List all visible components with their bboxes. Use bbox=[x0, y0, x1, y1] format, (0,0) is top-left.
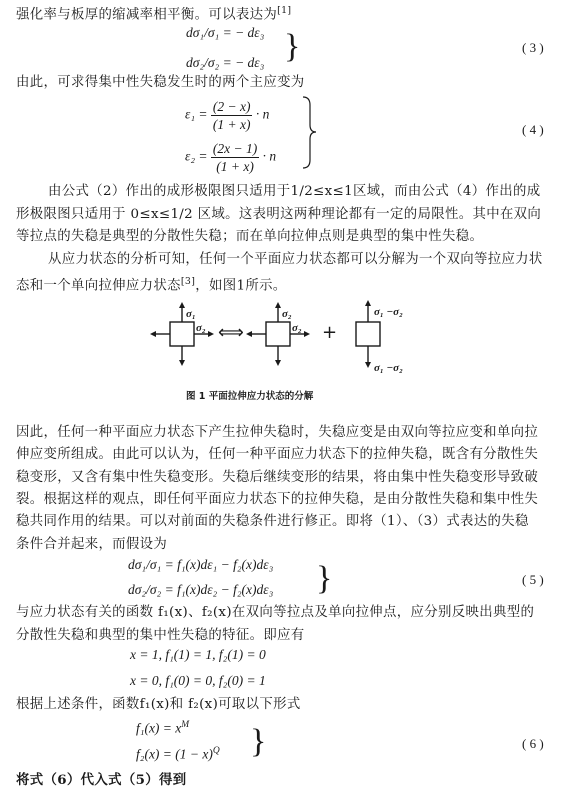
condition-line: x = 0, f₁(0) = 0, f₂(0) = 1 bbox=[130, 673, 266, 688]
text-line: 稳共同作用的结果。可以对前面的失稳条件进行修正。即将（1）、（3）式表达的失稳 bbox=[16, 514, 529, 529]
text-line-content: 态和一个单向拉伸应力状态 bbox=[16, 278, 181, 294]
figure-label: σ₂ bbox=[292, 322, 302, 334]
equation-6a bbox=[136, 720, 189, 737]
text-line: 伸应变所组成。由此可以认为，任何一种平面应力状态下的拉伸失稳，既含有分散性失 bbox=[16, 447, 539, 462]
equation-5b: dσ₂/σ₂ = f₁(x)dε₂ − f₂(x)dε₃ bbox=[128, 582, 274, 597]
text-line: 分散性失稳和典型的集中性失稳的特征。即应有 bbox=[16, 628, 305, 643]
brace bbox=[300, 95, 320, 170]
exponent: Q bbox=[212, 746, 220, 756]
text-line: 与应力状态有关的函数 f₁(x)、f₂(x)在双向等拉点及单向拉伸点，应分别反映出典型的 bbox=[16, 605, 535, 620]
text-line: 由此，可求得集中性失稳发生时的两个主应变为 bbox=[16, 75, 305, 90]
figure-label: σ₂ bbox=[196, 322, 206, 334]
equation-number: ( 5 ) bbox=[522, 572, 544, 587]
denominator: (1 + x) bbox=[211, 157, 259, 175]
figure-label: σ₁ −σ₂ bbox=[374, 362, 403, 374]
text-line bbox=[16, 272, 287, 296]
text-line: 条件合并起来，而假设为 bbox=[16, 537, 168, 552]
element-square bbox=[356, 322, 380, 346]
figure-label: σ₂ bbox=[282, 308, 292, 320]
element-square bbox=[170, 322, 194, 346]
plus-sign: + bbox=[322, 322, 338, 343]
brace: } bbox=[250, 723, 267, 760]
text-line: 形极限图只适用于 0≤x≤1/2 区域。这表明这两种理论都有一定的局限性。其中在双向 bbox=[16, 207, 542, 222]
figure-label: σ₁ −σ₂ bbox=[374, 306, 403, 318]
text-line-content: 强化率与板厚的缩减率相平衡。可以表达为 bbox=[16, 7, 278, 23]
equation-4a bbox=[185, 98, 269, 133]
condition-line: x = 1, f₁(1) = 1, f₂(1) = 0 bbox=[130, 647, 266, 662]
element-square bbox=[266, 322, 290, 346]
equation-3a: dσ₁/σ₁ = − dε₃ bbox=[186, 25, 265, 40]
equation-6b bbox=[136, 746, 220, 763]
exponent: M bbox=[181, 720, 190, 730]
figure-caption: 图 1 平面拉伸应力状态的分解 bbox=[186, 391, 314, 402]
eq-body: f₁(x) = x bbox=[136, 720, 182, 736]
text-line: 等拉点的失稳是典型的分散性失稳；而在单向拉伸点则是典型的集中性失稳。 bbox=[16, 229, 484, 244]
fraction bbox=[211, 98, 253, 133]
text-line: 从应力状态的分析可知，任何一个平面应力状态都可以分解为一个双向等拉应力状 bbox=[48, 252, 543, 267]
text-line: 稳变形，又含有集中性失稳变形。失稳后继续变形的结果，将由集中性失稳变形导致破 bbox=[16, 470, 539, 485]
text-line: 根据上述条件，函数f₁(x)和 f₂(x)可取以下形式 bbox=[16, 697, 301, 712]
text-line-content: ，如图1所示。 bbox=[195, 278, 287, 294]
equation-number: ( 3 ) bbox=[522, 40, 544, 55]
equivalence-arrow: ⟺ bbox=[218, 322, 244, 343]
equation-4b bbox=[185, 140, 276, 175]
citation: [1] bbox=[277, 5, 292, 16]
equation-number: ( 6 ) bbox=[522, 736, 544, 751]
figure-label: σ₁ bbox=[186, 308, 196, 320]
numerator: (2x − 1) bbox=[212, 141, 258, 156]
eq-tail: · n bbox=[262, 148, 277, 164]
text-line: 由公式（2）作出的成形极限图只适用于1/2≤x≤1区域，而由公式（4）作出的成 bbox=[48, 184, 541, 199]
citation: [3] bbox=[180, 276, 196, 287]
text-line bbox=[16, 1, 291, 25]
brace: } bbox=[316, 560, 333, 597]
brace: } bbox=[284, 28, 301, 65]
equation-3b: dσ₂/σ₂ = − dε₃ bbox=[186, 55, 265, 70]
eq-body: f₂(x) = (1 − x) bbox=[136, 746, 213, 762]
eq-lhs: ε₁ = bbox=[185, 106, 208, 122]
eq-tail: · n bbox=[255, 106, 270, 122]
fraction bbox=[211, 140, 259, 175]
numerator: (2 − x) bbox=[212, 99, 251, 114]
equation-5a: dσ₁/σ₁ = f₁(x)dε₁ − f₂(x)dε₃ bbox=[128, 557, 274, 572]
eq-lhs: ε₂ = bbox=[185, 148, 208, 164]
text-line: 裂。根据这样的观点，即任何平面应力状态下的拉伸失稳，是由分散性失稳和集中性失 bbox=[16, 492, 539, 507]
text-line: 因此，任何一种平面应力状态下产生拉伸失稳时，失稳应变是由双向等拉应变和单向拉 bbox=[16, 425, 539, 440]
text-line: 将式（6）代入式（5）得到 bbox=[16, 772, 187, 788]
equation-number: ( 4 ) bbox=[522, 122, 544, 137]
denominator: (1 + x) bbox=[212, 117, 251, 132]
